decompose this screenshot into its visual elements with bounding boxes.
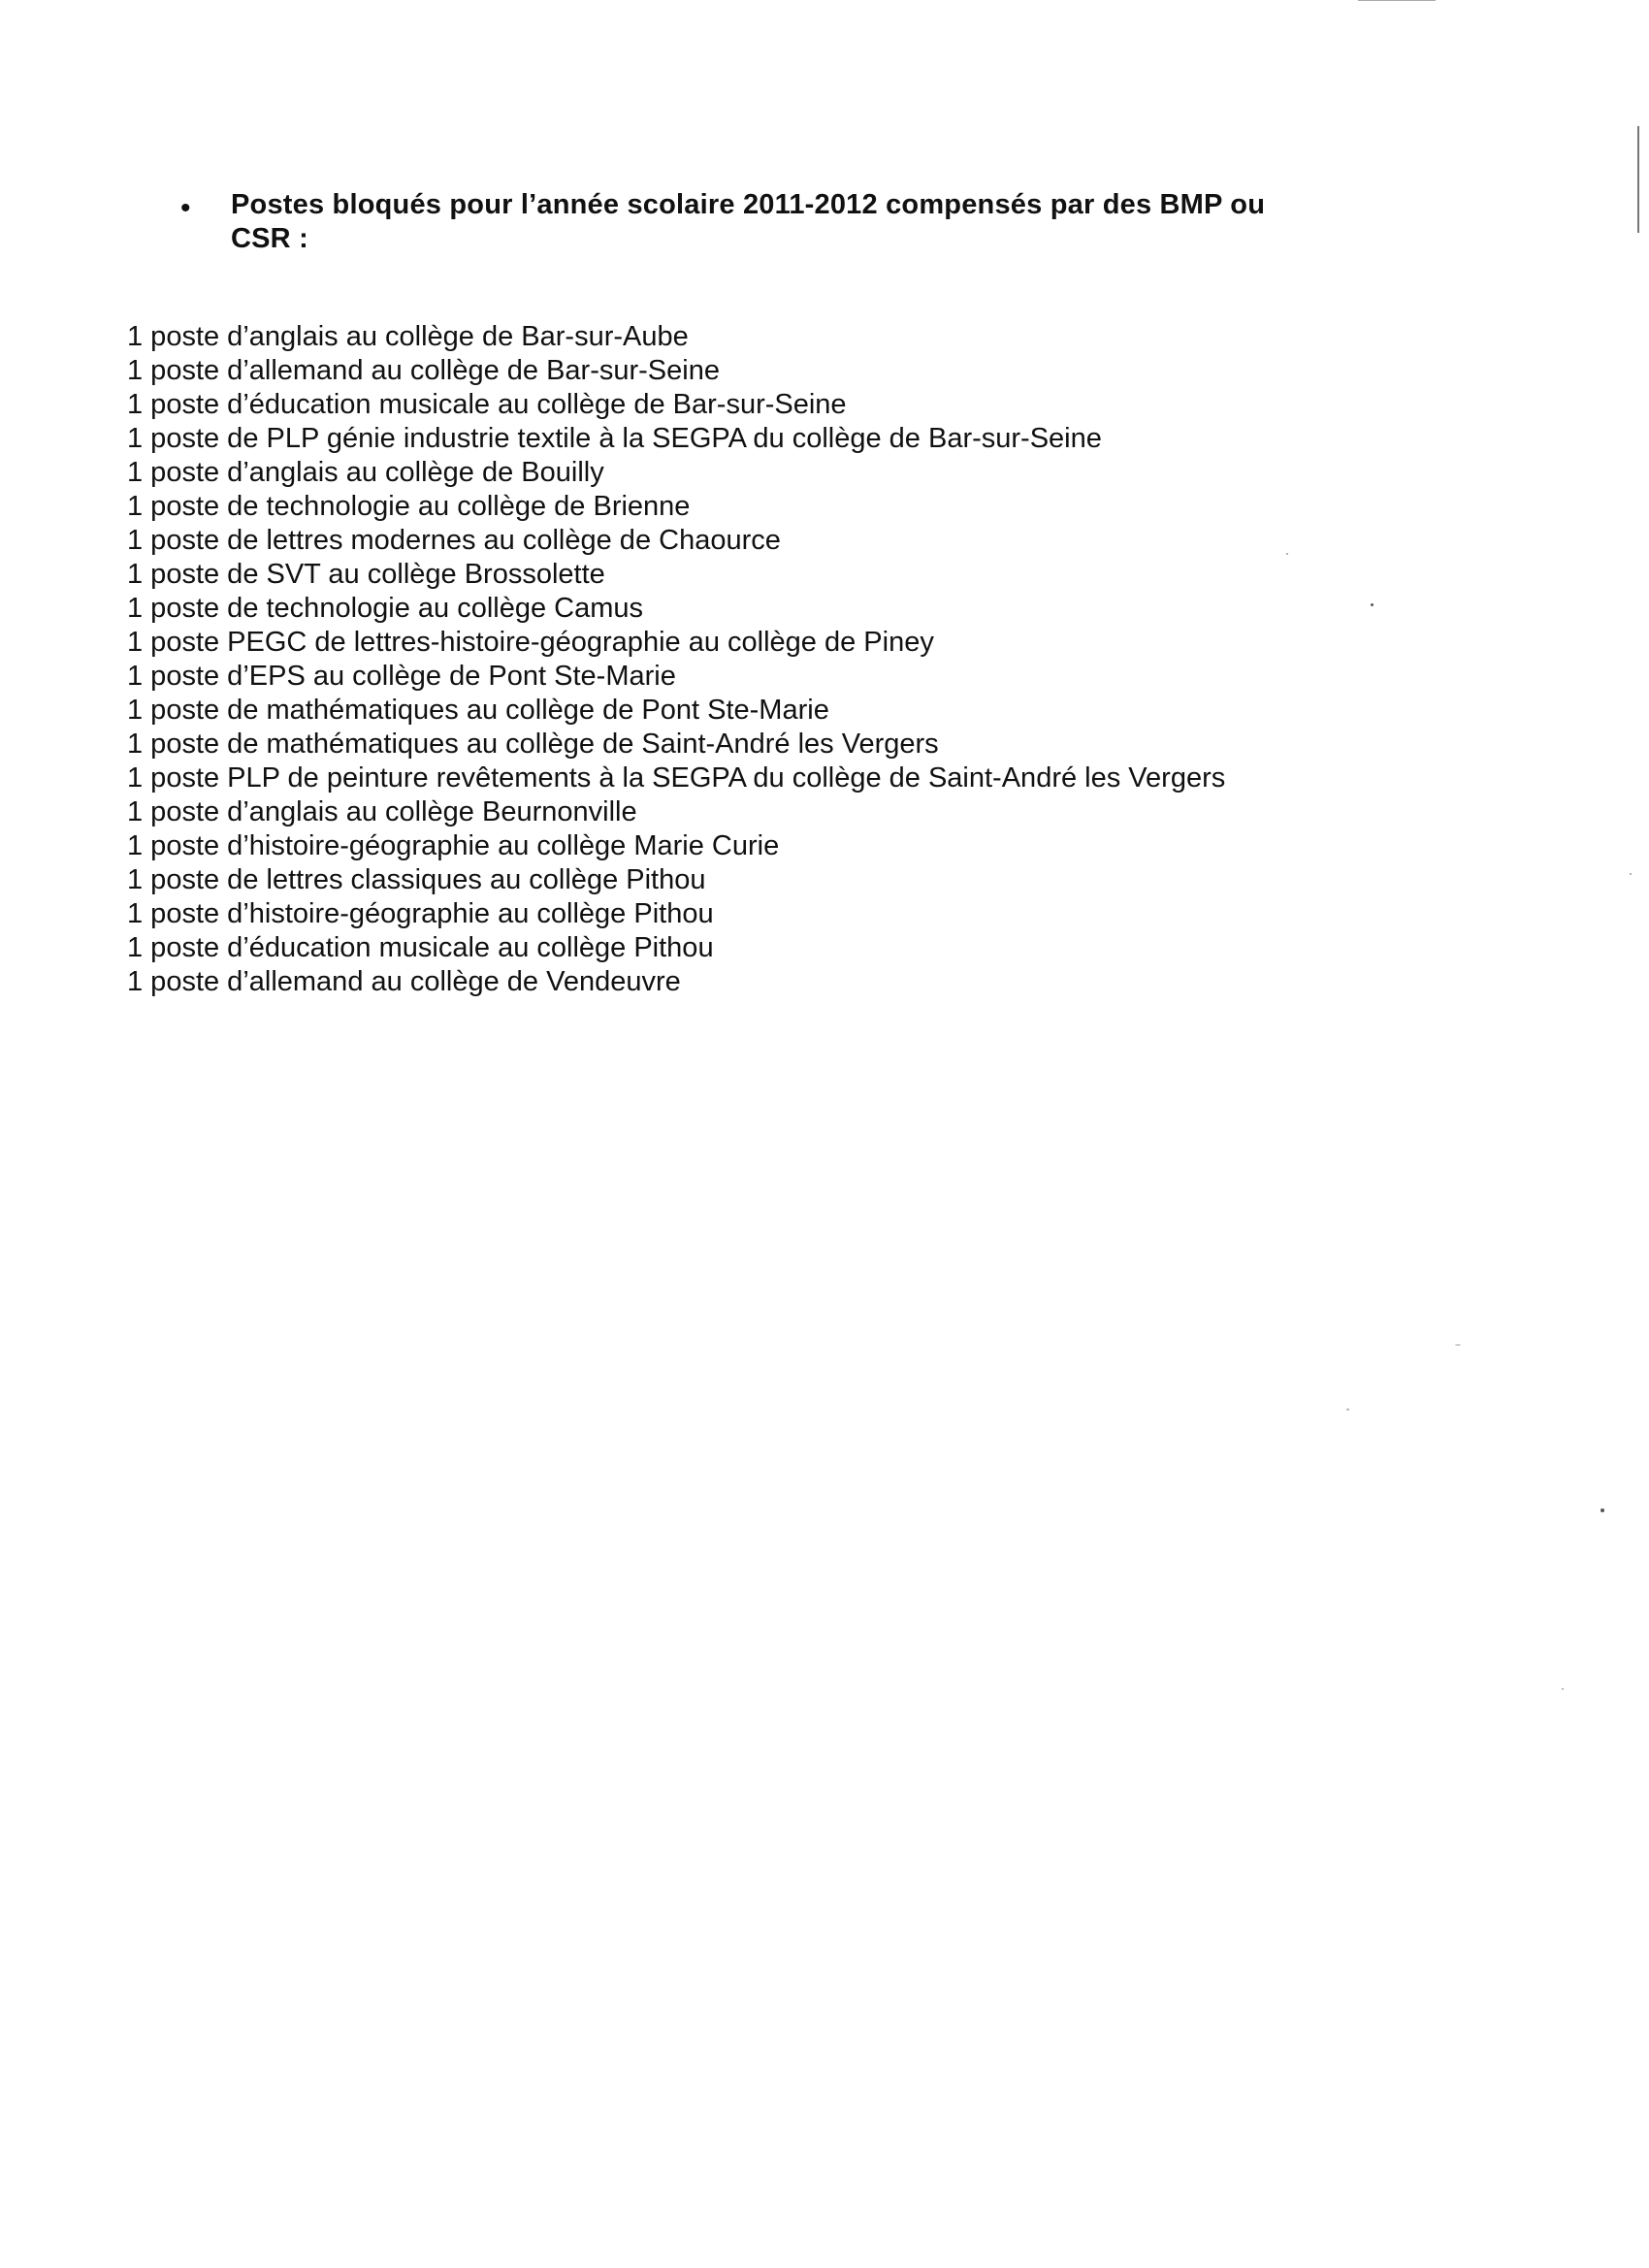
scan-edge-mark — [1637, 126, 1639, 233]
list-item: 1 poste de technologie au collège Camus — [127, 593, 644, 624]
list-item: 1 poste d’anglais au collège de Bar-sur-Aube — [127, 321, 689, 352]
list-item: 1 poste d’éducation musicale au collège Pithou — [127, 932, 714, 963]
section-heading — [231, 188, 1375, 256]
scan-speck — [1562, 1688, 1564, 1690]
list-item: 1 poste PEGC de lettres-histoire-géographie au collège de Piney — [127, 627, 934, 658]
list-item: 1 poste d’allemand au collège de Vendeuvre — [127, 966, 681, 997]
list-item: 1 poste d’histoire-géographie au collège Marie Curie — [127, 830, 780, 861]
list-item: 1 poste d’éducation musicale au collège de Bar-sur-Seine — [127, 389, 847, 420]
list-item: 1 poste de mathématiques au collège de Saint-André les Vergers — [127, 729, 939, 760]
scan-speck — [1371, 603, 1374, 606]
list-item: 1 poste de lettres classiques au collège Pithou — [127, 864, 706, 895]
scan-edge-mark — [1358, 0, 1436, 1]
scan-speck — [1286, 553, 1288, 555]
scan-speck — [1346, 1409, 1349, 1410]
list-item: 1 poste de technologie au collège de Brienne — [127, 491, 691, 522]
list-item: 1 poste de mathématiques au collège de Pont Ste-Marie — [127, 695, 829, 726]
blocked-posts-list — [127, 320, 1225, 999]
list-item: 1 poste d’anglais au collège Beurnonville — [127, 796, 637, 827]
list-item: 1 poste PLP de peinture revêtements à la SEGPA du collège de Saint-André les Vergers — [127, 762, 1226, 794]
list-item: 1 poste d’allemand au collège de Bar-sur-Seine — [127, 355, 720, 386]
list-item: 1 poste d’EPS au collège de Pont Ste-Marie — [127, 661, 676, 692]
list-item: 1 poste de lettres modernes au collège de Chaource — [127, 525, 781, 556]
bullet-icon: • — [180, 192, 191, 224]
list-item: 1 poste d’histoire-géographie au collège Pithou — [127, 898, 714, 929]
section-heading-line-1: Postes bloqués pour l’année scolaire 2011-2012 compensés par des BMP ou — [231, 189, 1266, 220]
list-item: 1 poste de PLP génie industrie textile à la SEGPA du collège de Bar-sur-Seine — [127, 423, 1102, 454]
section-heading-line-2: CSR : — [231, 223, 308, 254]
list-item: 1 poste d’anglais au collège de Bouilly — [127, 457, 604, 488]
list-item: 1 poste de SVT au collège Brossolette — [127, 559, 605, 590]
scan-speck — [1630, 873, 1632, 875]
scan-speck — [1600, 1508, 1604, 1512]
